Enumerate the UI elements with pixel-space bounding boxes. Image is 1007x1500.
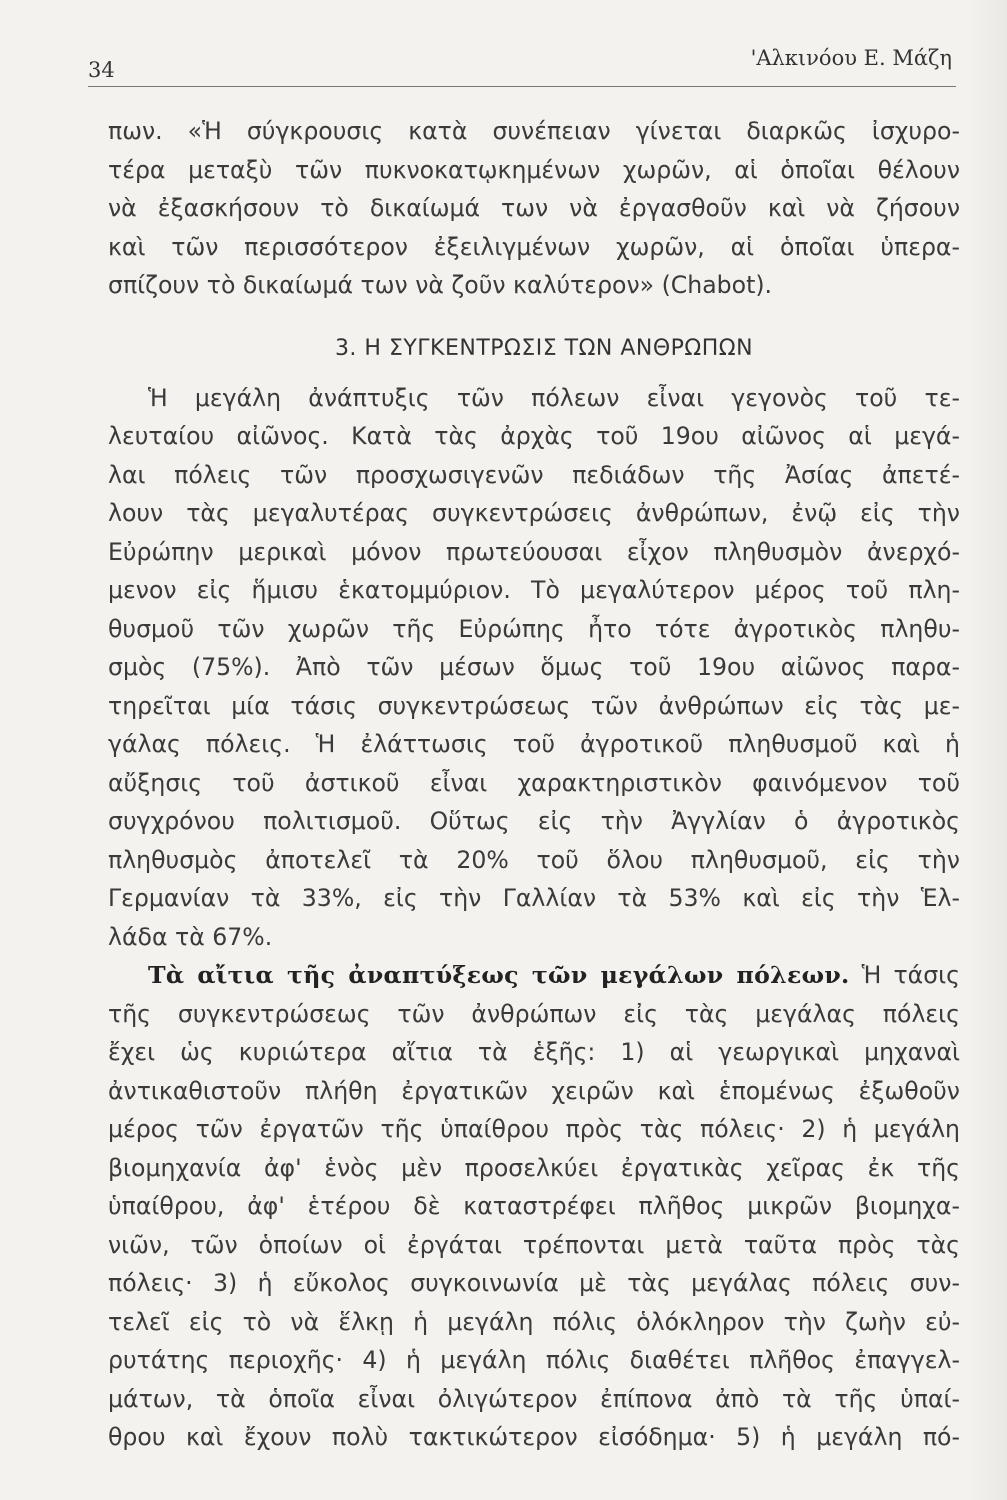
text-line: τῆς συγκεντρώσεως τῶν ἀνθρώπων εἰς τὰς μεγάλας πόλεις bbox=[108, 999, 960, 1028]
text-line: θρου καὶ ἔχουν πολὺ τακτικώτερον εἰσόδημα· 5) ἡ μεγάλη πό- bbox=[108, 1423, 960, 1451]
text-line: μάτων, τὰ ὁποῖα εἶναι ὀλιγώτερον ἐπίπονα ἀπὸ τὰ τῆς ὑπαί- bbox=[108, 1384, 960, 1413]
text-line: βιομηχανία ἀφ' ἑνὸς μὲν προσελκύει ἐργατικὰς χεῖρας ἐκ τῆς bbox=[108, 1153, 960, 1182]
text-line: τέρα μεταξὺ τῶν πυκνοκατῳκημένων χωρῶν, αἱ ὁποῖαι θέλουν bbox=[108, 155, 960, 184]
text-line: πων. «Ἡ σύγκρουσις κατὰ συνέπειαν γίνεται διαρκῶς ἰσχυρο- bbox=[108, 117, 960, 145]
text-line: Ἡ μεγάλη ἀνάπτυξις τῶν πόλεων εἶναι γεγονὸς τοῦ τε- bbox=[148, 383, 960, 412]
page-body bbox=[108, 112, 960, 1457]
text-line: θυσμοῦ τῶν χωρῶν τῆς Εὐρώπης ἦτο τότε ἀγροτικὸς πληθυ- bbox=[108, 614, 960, 643]
text-fragment: Ἡ τάσις bbox=[861, 961, 960, 989]
page-header bbox=[88, 40, 956, 87]
text-line: ἔχει ὡς κυριώτερα αἴτια τὰ ἑξῆς: 1) αἱ γεωργικαὶ μηχαναὶ bbox=[108, 1038, 960, 1066]
text-line: πόλεις· 3) ἡ εὔκολος συγκοινωνία μὲ τὰς μεγάλας πόλεις συν- bbox=[108, 1269, 960, 1297]
text-line: λαι πόλεις τῶν προσχωσιγενῶν πεδιάδων τῆς Ἀσίας ἀπετέ- bbox=[108, 460, 960, 489]
paragraph-quote bbox=[108, 112, 960, 305]
text-line: νιῶν, τῶν ὁποίων οἱ ἐργάται τρέπονται μετὰ ταῦτα πρὸς τὰς bbox=[108, 1230, 960, 1259]
text-line: λευταίου αἰῶνος. Κατὰ τὰς ἀρχὰς τοῦ 19ου αἰῶνος αἱ μεγά- bbox=[108, 422, 960, 450]
text-line: ἀντικαθιστοῦν πλήθη ἐργατικῶν χειρῶν καὶ ἑπομένως ἐξωθοῦν bbox=[108, 1076, 960, 1105]
section-heading: 3. Η ΣΥΓΚΕΝΤΡΩΣΙΣ ΤΩΝ ΑΝΘΡΩΠΩΝ bbox=[334, 335, 754, 361]
paragraph-cities-growth bbox=[108, 379, 960, 957]
text-line: τηρεῖται μία τάσις συγκεντρώσεως τῶν ἀνθρώπων εἰς τὰς με- bbox=[108, 691, 960, 720]
text-line: λουν τὰς μεγαλυτέρας συγκεντρώσεις ἀνθρώπων, ἐνῷ εἰς τὴν bbox=[108, 499, 960, 527]
text-line-with-lead bbox=[108, 956, 960, 995]
text-line: γάλας πόλεις. Ἡ ἐλάττωσις τοῦ ἀγροτικοῦ πληθυσμοῦ καὶ ἡ bbox=[108, 730, 960, 758]
running-head: 'Αλκινόου Ε. Μάζη bbox=[750, 46, 952, 70]
text-line: Γερμανίαν τὰ 33%, εἰς τὴν Γαλλίαν τὰ 53% καὶ εἰς τὴν Ἑλ- bbox=[108, 884, 960, 912]
text-line: μέρος τῶν ἐργατῶν τῆς ὑπαίθρου πρὸς τὰς πόλεις· 2) ἡ μεγάλη bbox=[108, 1115, 960, 1143]
text-line: λάδα τὰ 67%. bbox=[108, 922, 273, 951]
text-line: Εὐρώπην μερικαὶ μόνον πρωτεύουσαι εἶχον πληθυσμὸν ἀνερχό- bbox=[108, 537, 960, 566]
text-line: καὶ τῶν περισσότερον ἐξειλιγμένων χωρῶν, αἱ ὁποῖαι ὑπερα- bbox=[108, 232, 960, 261]
text-line: ρυτάτης περιοχῆς· 4) ἡ μεγάλη πόλις διαθέτει πλῆθος ἐπαγγελ- bbox=[108, 1346, 960, 1374]
text-line: μενον εἰς ἥμισυ ἑκατομμύριον. Τὸ μεγαλύτερον μέρος τοῦ πλη- bbox=[108, 576, 960, 604]
text-line: ὑπαίθρου, ἀφ' ἑτέρου δὲ καταστρέφει πλῆθος μικρῶν βιομηχα- bbox=[108, 1192, 960, 1220]
text-line: σμὸς (75%). Ἀπὸ τῶν μέσων ὅμως τοῦ 19ου αἰῶνος παρα- bbox=[108, 653, 960, 681]
text-line: συγχρόνου πολιτισμοῦ. Οὕτως εἰς τὴν Ἀγγλίαν ὁ ἀγροτικὸς bbox=[108, 807, 960, 835]
page-edge-shadow bbox=[967, 0, 1007, 1500]
text-line: τελεῖ εἰς τὸ νὰ ἕλκῃ ἡ μεγάλη πόλις ὁλόκληρον τὴν ζωὴν εὐ- bbox=[108, 1307, 960, 1336]
page-number: 34 bbox=[88, 58, 115, 82]
paragraph-causes bbox=[108, 956, 960, 1457]
text-line: πληθυσμὸς ἀποτελεῖ τὰ 20% τοῦ ὅλου πληθυσμοῦ, εἰς τὴν bbox=[108, 845, 960, 874]
text-line: αὔξησις τοῦ ἀστικοῦ εἶναι χαρακτηριστικὸν φαινόμενον τοῦ bbox=[108, 768, 960, 797]
paragraph-lead-heading: Τὰ αἴτια τῆς ἀναπτύξεως τῶν μεγάλων πόλεων. bbox=[148, 961, 850, 989]
text-line: νὰ ἐξασκήσουν τὸ δικαίωμά των νὰ ἐργασθοῦν καὶ νὰ ζήσουν bbox=[108, 194, 960, 222]
text-line: σπίζουν τὸ δικαίωμά των νὰ ζοῦν καλύτερον» (Chabot). bbox=[108, 271, 773, 299]
